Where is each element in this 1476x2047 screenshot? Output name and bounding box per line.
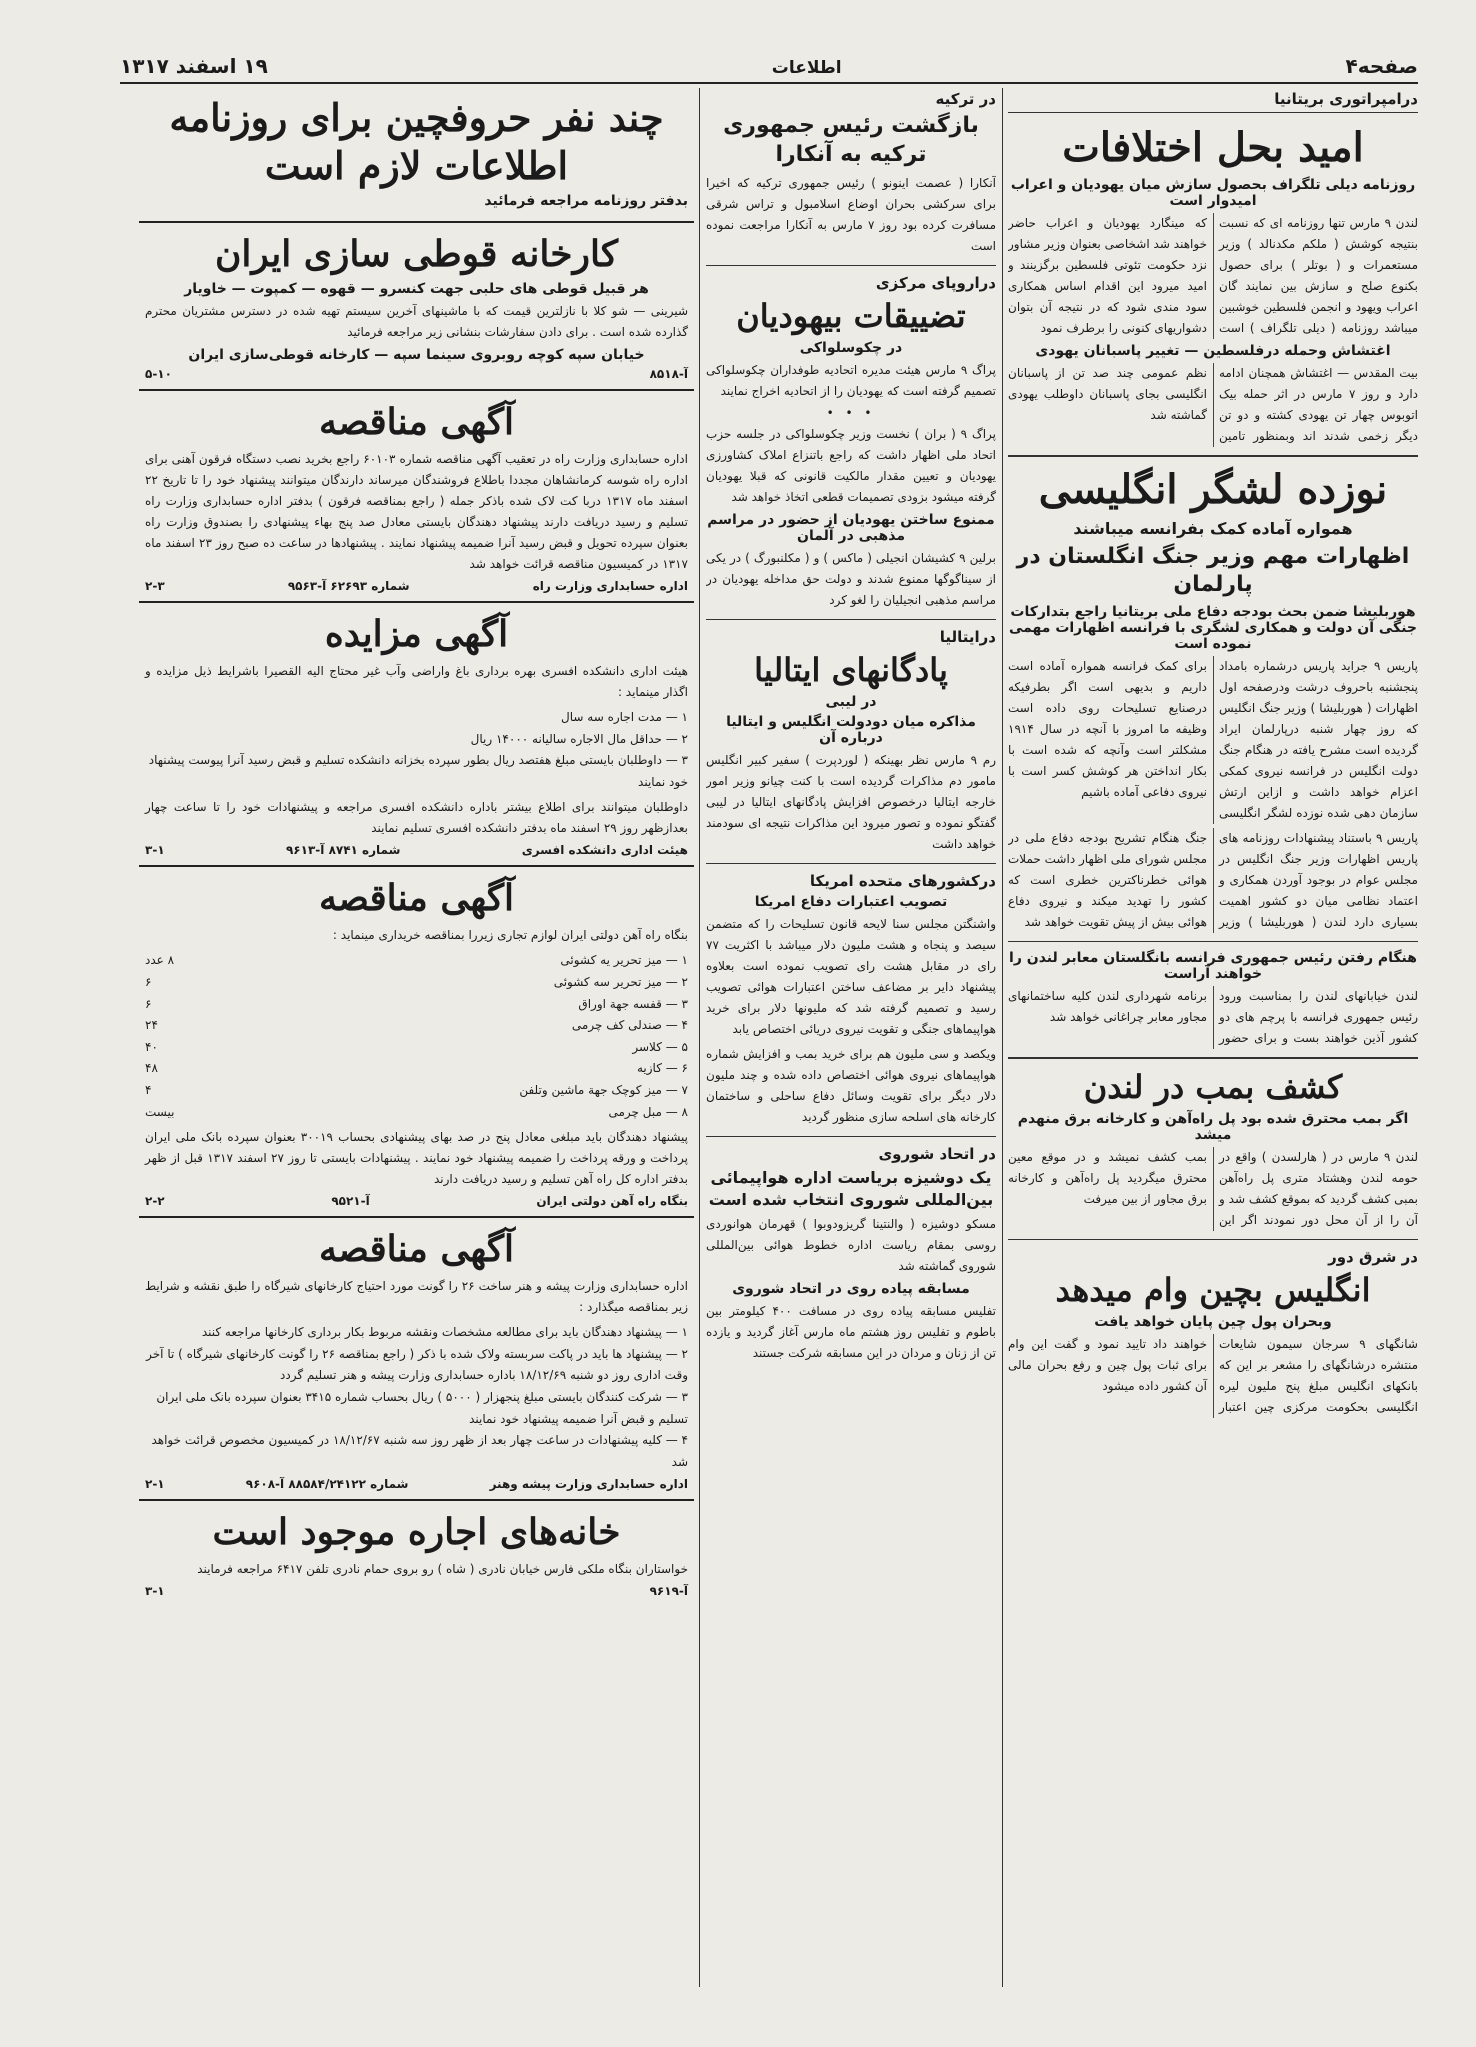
ad-code: شماره ۶۲۶۹۳ آ-۹۵۶۳ <box>287 579 410 593</box>
list-item <box>145 972 688 994</box>
article-body: واشنگتن مجلس سنا لایحه قانون تسلیحات را که متضمن سیصد و پنجاه و هشت ملیون دلار میباشد با اکثریت ۷۷ رای در مقابل هشت رای تصویب نموده است بعلاوه پیشنهاد دایر بر مضاعف ساختن اعتبارات هوائی تصویب رسید و تصمیم گرفته شد که ملیونها دلار برای خرید هواپیماهای جنگی و تقویت نیروی دریائی اختصاص یابد <box>706 917 996 1037</box>
subheadline: اغتشاش وحمله درفلسطین — تغییر پاسبانان یهودی <box>1035 343 1391 359</box>
divider <box>706 1136 996 1137</box>
subheadline: ممنوع ساختن یهودیان از حضور در مراسم مذهبی در آلمان <box>707 512 995 545</box>
ad-list <box>145 707 688 793</box>
ad-signature: اداره حسابداری وزارت راه <box>532 579 688 593</box>
divider <box>1008 941 1418 942</box>
ad-list <box>145 950 688 1123</box>
article-body: برلین ۹ کشیشان انجیلی ( ماکس ) و ( مکلنبورگ ) در یکی از سیناگوگها ممنوع شدند و دولت حق مداخله یهودیان در مراسم مذهبی انجیلیان را لغو کرد <box>706 551 996 608</box>
ad-body: پیشنهاد دهندگان باید مبلغی معادل پنج در صد بهای پیشنهادی بحساب ۳۰۰۱۹ بعنوان سپرده بانک ملی ایران پرداخت و ورقه پرداخت را ضمیمه پیشنهاد خود نمایند . پیشنهادات بایستی تا روز ۲۷ اسفند ۱۳۱۷ قبل از ظهر بدفتر اداره کل راه آهن تسلیم و رسید دریافت دارند <box>145 1130 688 1187</box>
ad-body: بنگاه راه آهن دولتی ایران لوازم تجاری زیررا بمناقصه خریداری مینماید : <box>332 928 688 943</box>
item-name: ۷ — میز کوچک جهة ماشین وتلفن <box>519 1082 688 1097</box>
ad-body: هیئت اداری دانشکده افسری بهره برداری باغ واراضی وآب غیر محتاج الیه القصیرا باشرایط ذیل مزایده و اگذار مینماید : <box>145 664 688 699</box>
ad-code: آ-۹۵۲۱ <box>331 1194 370 1209</box>
item-name: ۸ — مبل چرمی <box>608 1104 688 1119</box>
headline-restrictions: تضییقات بیهودیان <box>736 297 966 336</box>
middle-column <box>706 88 996 1987</box>
ad-body: شیرینی — شو کلا با نازلترین قیمت که با ماشینهای آخرین سیستم تهیه شده در دسترس مشتریان محترم گذارده شده است . برای دادن سفارشات بنشانی زیر مراجعه فرمائید <box>145 304 688 339</box>
ad-typesetters <box>139 88 694 223</box>
headline-garrisons: پادگانهای ایتالیا <box>754 651 948 690</box>
separator-dots: • • • <box>826 406 876 421</box>
ad-code: آ-۹۶۱۹ <box>649 1584 688 1599</box>
ad-list <box>145 1322 688 1473</box>
article-body: لندن ۹ مارس تنها روزنامه ای که نسبت بنتیجه کوشش ( ملکم مکدنالد ) وزیر مستعمرات و ( بوتلر ) برای حصول بکنوع صلح و سازش بین نمایند گان اعراب ویهود و انجمن فلسطین خوشبین میباشد روزنامه ( دیلی تلگراف ) است که مینگارد یهودیان و اعراب حاضر خواهند شد اشخاصی بعنوان وزیر مشاور نزد حکومت تئوتی فلسطین برگزینند و امید میرود این اقدام اساس همکاری سود مندی شود که در نتیجه آن بتوان دشواریهای کنونی را برطرف نمود <box>1008 216 1418 335</box>
divider <box>1008 1057 1418 1059</box>
issue-date: ۱۹ اسفند ۱۳۱۷ <box>120 54 268 78</box>
section-kicker: در شرق دور <box>1328 1247 1418 1266</box>
divider <box>706 863 996 864</box>
list-item: ۳ — شرکت کنندگان بایستی مبلغ پنجهزار ( ۵۰۰۰ ) ریال بحساب شماره ۳۴۱۵ بعنوان سپرده بانک ملی ایران تسلیم و قبض آنرا ضمیمه پیشنهاد خود نمایند <box>156 1389 688 1426</box>
list-item <box>145 950 688 972</box>
section-kicker: در ترکیه <box>935 90 996 108</box>
section-kicker: دراروپای مرکزی <box>875 274 996 293</box>
ad-footer <box>145 367 688 381</box>
item-name: ۲ — میز تحریر سه کشوئی <box>553 974 688 989</box>
ad-signature: هیئت اداری دانشکده افسری <box>521 843 688 858</box>
item-qty: بیست <box>145 1104 175 1119</box>
section-kicker: در اتحاد شوروی <box>878 1145 996 1164</box>
list-item <box>145 1037 688 1059</box>
ad-body: خواستاران بنگاه ملکی فارس خیابان نادری ( شاه ) رو بروی حمام نادری تلفن ۶۴۱۷ مراجعه فرمایند <box>197 1562 688 1577</box>
subheadline: اگر بمب محترق شده بود پل راه‌آهن و کارخانه برق منهدم میشد <box>1017 1110 1409 1143</box>
list-item <box>145 1058 688 1080</box>
ad-code: ۵-۱۰ <box>145 367 172 381</box>
subheadline: هنگام رفتن رئیس جمهوری فرانسه بانگلستان معابر لندن را خواهند آراست <box>1009 949 1417 982</box>
article-body: پراگ ۹ ( بران ) نخست وزیر چکوسلواکی در جلسه حزب اتحاد ملی اظهار داشت که راجع باتنزاع املاک کشاورزی یهودیان و تعیین مقدار مالکیت قانونی که قبلا یهودیان گرفته میشود بزودی تصمیمات قطعی اتخاذ خواهد شد <box>706 427 996 505</box>
headline-loan: انگلیس بچین وام میدهد <box>1055 1270 1371 1309</box>
article-body: شانگهای ۹ سرجان سیمون شایعات منتشره درشانگهای را مشعر بر این که بانکهای انگلیس مبلغ پنج ملیون لیره انگلیسی بحکومت مرکزی چین اعتبار خواهند داد تایید نمود و گفت این وام برای ثبات پول چین و رفع بحران مالی آن کشور داده میشود <box>1008 1336 1418 1414</box>
ad-signature: اداره حسابداری وزارت پیشه وهنر <box>489 1477 688 1492</box>
item-qty: ۶ <box>145 974 152 989</box>
column-rule <box>699 88 700 1987</box>
ad-title: آگهی مزایده <box>324 613 509 655</box>
ad-signature: بنگاه راه آهن دولتی ایران <box>536 1194 688 1209</box>
subheadline: در چکوسلواکی <box>799 340 903 357</box>
ad-code: آ-۸۵۱۸ <box>649 367 688 381</box>
headline-bomb: کشف بمب در لندن <box>1083 1067 1343 1106</box>
article-body: لندن خیابانهای لندن را بمناسبت ورود رئیس جمهوری فرانسه با پرچم های دو کشور آذین خواهند بست و برای حضور برنامه شهرداری لندن کلیه ساختمانهای مجاور معابر چراغانی خواهد شد <box>1008 988 1418 1045</box>
divider <box>706 265 996 266</box>
item-qty: ۴۸ <box>145 1061 158 1076</box>
ad-footer <box>145 1194 688 1208</box>
masthead: اطلاعات <box>771 58 842 78</box>
ad-code: شماره ۸۸۵۸۴/۲۴۱۲۲ آ-۹۶۰۸ <box>245 1477 409 1492</box>
article-body: رم ۹ مارس نظر بهینکه ( لوردپرت ) سفیر کبیر انگلیس مامور دم مذاکرات گردیده است با کنت چیانو وزیر امور خارجه ایتالیا درخصوص افزایش پادگانهای ایتالیا در لیبی گفتگو نموده و تصور میرود این مذاکرات نتیجه ای سودمند خواهد داشت <box>706 753 996 852</box>
ad-rentals <box>139 1501 694 1606</box>
subheadline: هوربلیشا ضمن بحث بودجه دفاع ملی بریتانیا راجع بتدارکات جنگی آن دولت و همکاری لشگری با فرانسه اظهارات مهمی نموده است <box>1008 603 1417 652</box>
subheadline: وبحران پول چین پایان خواهد یافت <box>1094 1313 1332 1330</box>
list-item: ۴ — کلیه پیشنهادات در ساعت چهار بعد از ظهر روز سه شنبه ۱۸/۱۲/۶۷ در کمیسیون مخصوص قرائت خواهد شد <box>151 1433 688 1469</box>
subheadline: مسابقه پیاده روی در اتحاد شوروی <box>732 1281 970 1298</box>
ad-code: ۲-۱ <box>145 1477 165 1492</box>
article-body: پاریس ۹ جراید پاریس درشماره بامداد پنجشنبه باحروف درشت ودرصفحه اول اظهارات ( هوربلیشا ) وزیر جنگ انگلیس که روز چهار شنبه درپارلمان ایراد گردیده است مشرح یافته در هنگام جنگ دولت انگلیس در فرانسه نیروی کمکی اعزام خواهد داشت و ازاین ارتش سازمان دهی شده نوزده لشگر انگلیسی برای کمک فرانسه همواره آماده است داریم و بدیهی است اگر بطرفیکه درصنایع تسلیحات روی داده است وظیفه ما امروز با آنچه در سال ۱۹۱۴ مشکلتر است وآنچه که شده است با بکار انداختن هر کوشش کسر است با نیروی دفاعی آماده باشیم <box>1008 658 1418 820</box>
section-kicker: درایتالیا <box>939 628 996 647</box>
column-rule <box>1002 88 1003 1987</box>
list-item: ۲ — حداقل مال الاجاره سالیانه ۱۴۰۰۰ ریال <box>470 731 688 746</box>
page-number: صفحه۴ <box>1345 54 1418 78</box>
ad-title: آگهی مناقصه <box>318 401 515 443</box>
item-name: ۱ — میز تحریر یه کشوئی <box>560 953 688 968</box>
headline-aviation: یک دوشیزه بریاست اداره هواپیمائی بین‌المللی شوروی انتخاب شده است <box>708 1168 994 1209</box>
list-item: ۳ — داوطلبان بایستی مبلغ هفتصد ریال بطور سپرده بخزانه دانشکده تسلیم و قبض رسید آنرا پیوست پیشنهاد خود نمایند <box>148 753 688 789</box>
list-item: ۱ — مدت اجاره سه سال <box>561 710 688 724</box>
ad-code: ۲-۲ <box>145 1194 165 1209</box>
list-item: ۱ — پیشنهاد دهندگان باید برای مطالعه مشخصات ونقشه مربوط بکار برداری کارخانها مراجعه کنند <box>201 1325 688 1340</box>
ad-footer <box>145 1477 688 1491</box>
item-qty: ۴۰ <box>145 1039 158 1054</box>
section-kicker: درامپراتوری بریتانیا <box>1008 90 1418 113</box>
left-column <box>139 88 694 1987</box>
headline-turkey: بازگشت رئیس جمهوری ترکیه به آنکارا <box>723 113 979 167</box>
ad-body: داوطلبان میتوانند برای اطلاع بیشتر باداره دانشکده افسری مراجعه و پیشنهادات خود را تا ساعت چهار بعدازظهر روز ۲۹ اسفند ماه بدفتر دانشکده افسری تسلیم نمایند <box>145 800 688 836</box>
divider <box>706 619 996 620</box>
item-name: ۴ — صندلی کف چرمی <box>571 1018 688 1033</box>
list-item <box>145 1015 688 1037</box>
ad-code: شماره ۸۷۴۱ آ-۹۶۱۳ <box>285 843 401 858</box>
ad-footer <box>145 1584 688 1598</box>
article-body: پاریس ۹ باستناد پیشنهادات روزنامه های پاریس اظهارات وزیر جنگ انگلیس در مجلس عوام در بوجود آوردن همکاری و اعتماد نظامی میان دو کشور اهمیت بسیاری دارد لندن ( هوربلیشا ) وزیر جنگ هنگام تشریح بودجه دفاع ملی در مجلس شورای ملی اظهار داشت حملات هوائی خطرناکترین خطری است که کشور را تهدید میکند و نیروی دفاع هوائی بیش از پیش تقویت خواهد شد <box>1008 830 1418 929</box>
divider <box>1008 455 1418 457</box>
article-body: آنکارا ( عصمت اینونو ) رئیس جمهوری ترکیه که اخیرا برای سرکشی بحران اوضاع اسلامبول و تراس شرقی مسافرت کرده بود روز ۷ مارس به آنکارا مراجعت نموده است <box>706 176 996 254</box>
list-item <box>145 1102 688 1124</box>
ad-tender-industry <box>139 1218 694 1501</box>
ad-code: ۳-۱ <box>145 1584 165 1599</box>
item-name: ۵ — کلاسر <box>632 1039 688 1054</box>
ad-title: کارخانه قوطی سازی ایران <box>214 233 619 275</box>
item-name: ۳ — قفسه جهة اوراق <box>578 996 688 1011</box>
right-column <box>1008 88 1418 1987</box>
list-item <box>145 994 688 1016</box>
ad-can-factory <box>139 223 694 391</box>
item-name: ۶ — کازیه <box>636 1061 688 1076</box>
item-qty: ۸ عدد <box>145 953 175 968</box>
ad-title: خانه‌های اجاره موجود است <box>212 1511 621 1554</box>
ad-tender-road <box>139 391 694 603</box>
ad-code: ۳-۱ <box>145 843 165 858</box>
ad-title: آگهی مناقصه <box>318 877 515 920</box>
headline-divisions: نوزده لشگر انگلیسی <box>1038 466 1388 513</box>
ad-footer <box>145 579 688 593</box>
headline-dispute: امید بحل اختلافات <box>1062 124 1364 171</box>
subheadline: اظهارات مهم وزیر جنگ انگلستان در پارلمان <box>1016 543 1410 598</box>
item-qty: ۴ <box>145 1082 152 1097</box>
subheadline: تصویب اعتبارات دفاع امریکا <box>754 894 948 911</box>
article-body: ویکصد و سی ملیون هم برای خرید بمب و افزایش شماره هواپیماهای نیروی هوائی اختصاص داده شده و چند ملیون دلار دیگر برای تقویت وسائل دفاع ساحلی و ساختمان کارخانه های اسلحه سازی منظور گردید <box>706 1047 996 1125</box>
item-qty: ۶ <box>145 996 152 1011</box>
list-item <box>145 1080 688 1102</box>
subheadline: روزنامه دیلی تلگراف بحصول سازش میان یهودیان و اعراب امیدوار است <box>1010 177 1416 209</box>
ad-title: چند نفر حروفچین برای روزنامه اطلاعات لازم است <box>169 95 664 188</box>
ad-title: آگهی مناقصه <box>318 1228 515 1271</box>
list-item: ۲ — پیشنهاد ها باید در پاکت سربسته ولاک شده با ذکر ( راجع بمناقصه ۲۶ را گونت کارخانهای شیرگاه ) تا آخر وقت اداری روز دو شنبه ۱۸/۱۲/۶۹ باداره حسابداری وزارت پیشه و هنر تسلیم گردد <box>146 1346 688 1383</box>
ad-auction <box>139 603 694 867</box>
item-qty: ۲۴ <box>145 1018 158 1033</box>
ad-subtitle: هر قبیل قوطی های حلبی جهت کنسرو — قهوه — کمپوت — خاویار <box>184 281 649 297</box>
article-body: مسکو دوشیزه ( والنتینا گریزودوبوا ) قهرمان هوانوردی روسی بمقام ریاست اداره خطوط هوائی بین‌المللی شوروی گماشته شد <box>706 1217 996 1274</box>
article-body: پراگ ۹ مارس هیئت مدیره اتحادیه طوفداران چکوسلواکی تصمیم گرفته است که یهودیان را از اتحادیه اخراج نمایند <box>706 363 996 399</box>
ad-code: ۲-۳ <box>145 579 165 593</box>
article-body: بیت المقدس — اغتشاش همچنان ادامه دارد و روز ۷ مارس در اثر حمله بیک اتوبوس چهار تن یهودی کشته و دو تن دیگر زخمی شدند اند وبمنظور تامین نظم عمومی چند صد تن از پاسبانان انگلیسی بجای پاسبانان داوطلب یهودی گماشته شد <box>1008 366 1418 443</box>
ad-address: خیابان سپه کوچه روبروی سینما سپه — کارخانه قوطی‌سازی ایران <box>188 347 645 363</box>
ad-tender-railway <box>139 867 694 1218</box>
subheadline: همواره آماده کمک بفرانسه میباشند <box>1073 519 1353 538</box>
article-body: لندن ۹ مارس در ( هارلسدن ) واقع در حومه لندن وهشتاد متری پل راه‌آهن بمبی کشف گردید که بموقع کشف شد و آن را از آن محل دور نمودند اگر این بمب کشف نمیشد و در موقع معین محترق میگردید پل راه‌آهن و کارخانه برق مجاور از بین میرفت <box>1008 1149 1418 1227</box>
article-body: تفلیس مسابقه پیاده روی در مسافت ۴۰۰ کیلومتر بین باطوم و تفلیس روز هشتم ماه مارس آغاز گردید و یازده تن از زنان و مردان در این مسابقه شرکت جستند <box>706 1304 996 1361</box>
section-kicker: درکشورهای متحده امریکا <box>809 872 996 891</box>
ad-subtitle: بدفتر روزنامه مراجعه فرمائید <box>484 193 688 209</box>
subheadline: در لیبی <box>825 694 877 711</box>
ad-footer <box>145 843 688 857</box>
page-header <box>120 50 1418 84</box>
divider <box>1008 1239 1418 1240</box>
ad-body: اداره حسابداری وزارت پیشه و هنر ساخت ۲۶ را گونت مورد احتیاج کارخانهای شیرگاه را طبق نقشه و شرایط زیر بمناقصه میگذارد : <box>145 1279 688 1315</box>
ad-body: اداره حسابداری وزارت راه در تعقیب آگهی مناقصه شماره ۶۰۱۰۳ راجع بخرید نصب دستگاه فرقون آهنی برای اداره راه شوسه کرمانشاهان مجددا باطلاع فروشندگان میرساند دارندگان میتوانند پیشنهاد خود را تا تاریخ ۲۲ اسفند ماه ۱۳۱۷ دربا کت لاک شده باذکر جمله ( راجع بمناقصه فرقون ) بدفتر اداره حسابداری وزارت راه تسلیم و رسید دریافت دارند پیشنهاد دهندگان بایستی معادل صد پنج بهاء پیشنهادی را بصندوق وزارت راه بعنوان سپرده تحویل و قبض رسید آنرا ضمیمه پیشنهاد نمایند . پیشنهادها در ساعت ده صبح روز ۲۳ اسفند ماه ۱۳۱۷ در کمیسیون مناقصه قرائت خواهد شد <box>145 452 688 571</box>
subheadline: مذاکره میان دودولت انگلیس و ایتالیا درباره آن <box>726 714 976 747</box>
